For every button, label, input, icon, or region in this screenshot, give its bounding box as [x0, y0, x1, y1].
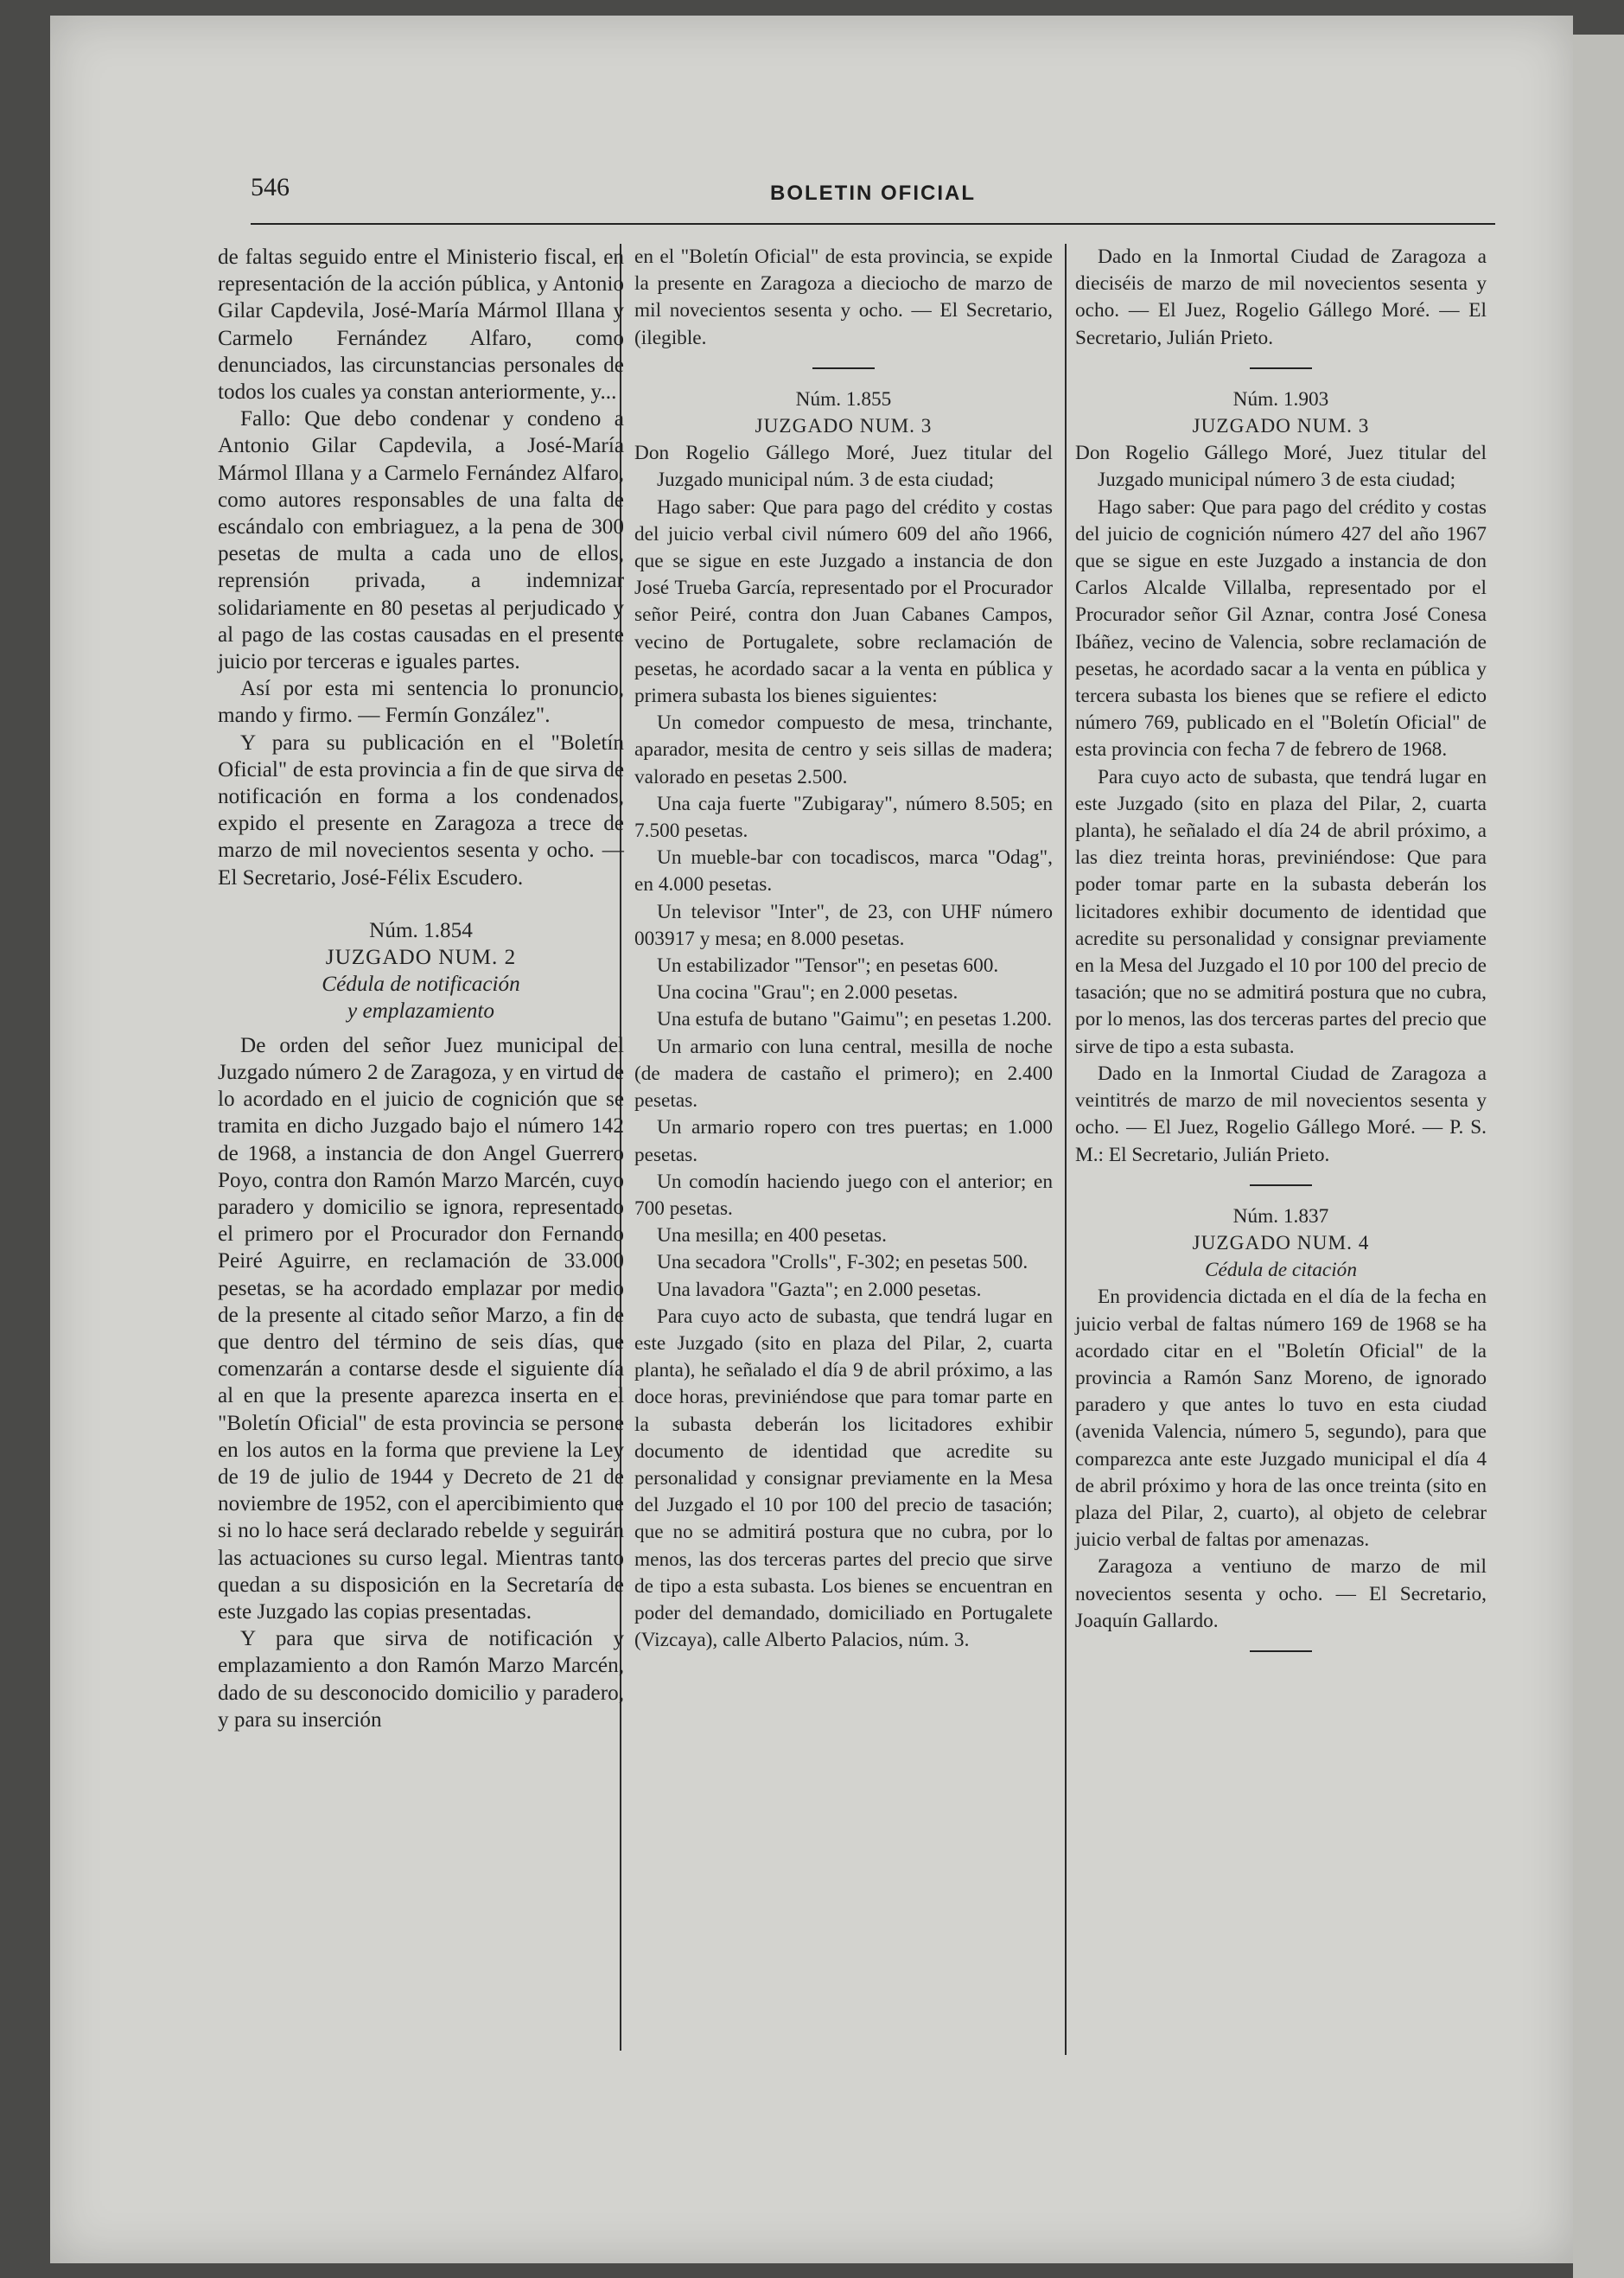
list-item: Un mueble-bar con tocadiscos, marca "Odag", en 4.000 pesetas. — [634, 846, 1053, 897]
section-separator — [1250, 1650, 1312, 1652]
column-1 — [218, 244, 624, 1733]
court-heading: JUZGADO NUM. 2 — [325, 946, 517, 970]
paragraph: de faltas seguido entre el Ministerio fiscal, en representación de la acción pública, y Antonio Gilar Capdevila, José-María Mármol Illana y Carmelo Fernández Alfaro, como denunciados, las circunstancias personales de todos los cuales ya constan anteriormente, y... — [218, 246, 624, 405]
list-item: Una estufa de butano "Gaimu"; en pesetas 1.200. — [657, 1008, 1053, 1031]
notice-subtitle: Cédula de citación — [1205, 1259, 1357, 1282]
paragraph: Dado en la Inmortal Ciudad de Zaragoza a veintitrés de marzo de mil novecientos sesenta y ocho. — El Juez, Rogelio Gállego Moré. — P. S. M.: El Secretario, Julián Prieto. — [1075, 1062, 1487, 1166]
page-number: 546 — [251, 173, 290, 201]
next-page-edge — [1573, 35, 1624, 2278]
list-item: Un comodín haciendo juego con el anterior; en 700 pesetas. — [634, 1170, 1053, 1220]
column-2 — [634, 244, 1053, 1654]
list-item: Un armario ropero con tres puertas; en 1.000 pesetas. — [634, 1116, 1053, 1166]
court-heading: JUZGADO NUM. 4 — [1192, 1231, 1370, 1254]
judge-intro: Don Rogelio Gállego Moré, Juez titular del Juzgado municipal núm. 3 de esta ciudad; — [634, 442, 1053, 492]
list-item: Una mesilla; en 400 pesetas. — [657, 1224, 887, 1247]
paragraph: Para cuyo acto de subasta, que tendrá lugar en este Juzgado (sito en plaza del Pilar, 2, cuarta planta), he señalado el día 24 de abril próximo, a las diez treinta horas, previniéndose: Que para poder tomar parte en la subasta deberán los licitadores exhibir documento de identidad que acredite su personalidad y consignar previamente en la Mesa del Juzgado el 10 por 100 del precio de tasación; que no se admitirá postura que no cubra, por lo menos, las dos terceras partes del precio que sirve de tipo a esta subasta. — [1075, 765, 1487, 1058]
column-divider-right — [1065, 244, 1067, 2055]
paragraph-fallo: Fallo: Que debo condenar y condeno a Antonio Gilar Capdevila, a José-María Mármol Illana y a Carmelo Fernández Alfaro, como autores responsables de una falta de escándalo con embriaguez, a la pena de 300 pesetas de multa a cada uno de ellos, reprensión privada, a indemnizar solidariamente en 80 pesetas al perjudicado y al pago de las costas causadas en el presente juicio por terceras e iguales partes. — [218, 407, 624, 674]
paragraph: Hago saber: Que para pago del crédito y costas del juicio de cognición número 427 del año 1967 que se sigue en este Juzgado a instancia de don Carlos Alcalde Villalba, representado por el Procurador señor Gil Aznar, contra José Conesa Ibáñez, vecino de Valencia, sobre reclamación de pesetas, he acordado sacar a la venta en pública y tercera subasta los bienes que se refiere el edicto número 769, publicado en el "Boletín Oficial" de esta provincia con fecha 7 de febrero de 1968. — [1075, 495, 1487, 762]
section-separator — [812, 367, 875, 369]
section-separator — [1250, 1184, 1312, 1186]
paragraph: Hago saber: Que para pago del crédito y costas del juicio verbal civil número 609 del año 1966, que se sigue en este Juzgado a instancia de don José Trueba García, representado por el Procurador señor Peiré, contra don Juan Cabanes Campos, vecino de Portugalete, sobre reclamación de pesetas, he acordado sacar a la venta en pública y primera subasta los bienes siguientes: — [634, 495, 1053, 708]
paragraph: Y para que sirva de notificación y emplazamiento a don Ramón Marzo Marcén, dado de su desconocido domicilio y paradero, y para su inserción — [218, 1627, 624, 1732]
paragraph: En providencia dictada en el día de la fecha en juicio verbal de faltas número 169 de 1968 se ha acordado citar en el "Boletín Oficial" de la provincia a Ramón Sanz Moreno, de ignorado paradero y que antes lo tuvo en esta ciudad (avenida Valencia, número 5, segundo), para que comparezca ante este Juzgado municipal el día 4 de abril próximo y hora de las once treinta (sito en plaza del Pilar, 2, cuarto), al objeto de celebrar juicio verbal de faltas por amenazas. — [1075, 1286, 1487, 1552]
paragraph: Así por esta mi sentencia lo pronuncio, mando y firmo. — Fermín González". — [218, 677, 624, 728]
judge-intro: Don Rogelio Gállego Moré, Juez titular del Juzgado municipal número 3 de esta ciudad; — [1075, 442, 1487, 492]
section-separator — [1250, 367, 1312, 369]
list-item: Un estabilizador "Tensor"; en pesetas 600. — [657, 954, 999, 978]
list-item: Una cocina "Grau"; en 2.000 pesetas. — [657, 981, 958, 1005]
court-heading: JUZGADO NUM. 3 — [755, 415, 933, 438]
notice-number: Núm. 1.854 — [369, 918, 473, 942]
notice-number: Núm. 1.837 — [1232, 1204, 1329, 1228]
list-item: Un armario con luna central, mesilla de noche (de madera de castaño el primero); en 2.400 pesetas. — [634, 1035, 1053, 1113]
list-item: Un televisor "Inter", de 23, con UHF número 003917 y mesa; en 8.000 pesetas. — [634, 900, 1053, 950]
paragraph: en el "Boletín Oficial" de esta provincia, se expide la presente en Zaragoza a dieciocho de marzo de mil novecientos sesenta y ocho. — El Secretario, (ilegible. — [634, 246, 1053, 349]
court-heading: JUZGADO NUM. 3 — [1192, 415, 1370, 438]
paragraph: Para cuyo acto de subasta, que tendrá lugar en este Juzgado (sito en plaza del Pilar, 2, cuarta planta), he señalado el día 9 de abril próximo, a las doce horas, previniéndose que para tomar parte en la subasta deberán los licitadores exhibir documento de identidad que acredite su personalidad y consignar previamente en la Mesa del Juzgado el 10 por 100 del precio de tasación; que no se admitirá postura que no cubra, por lo menos, las dos terceras partes del precio que sirve de tipo a esta subasta. Los bienes se encuentran en poder del demandado, domiciliado en Portugalete (Vizcaya), calle Alberto Palacios, núm. 3. — [634, 1305, 1053, 1652]
page-header — [251, 171, 1495, 225]
paragraph: Dado en la Inmortal Ciudad de Zaragoza a dieciséis de marzo de mil novecientos sesenta y ocho. — El Juez, Rogelio Gállego Moré. — El Secretario, Julián Prieto. — [1075, 246, 1487, 349]
paragraph: Zaragoza a ventiuno de marzo de mil novecientos sesenta y ocho. — El Secretario, Joaquín Gallardo. — [1075, 1555, 1487, 1632]
notice-subtitle: Cédula de notificación — [322, 973, 520, 997]
paragraph: De orden del señor Juez municipal del Juzgado número 2 de Zaragoza, y en virtud de lo acordado en el juicio de cognición que se tramita en dicho Juzgado bajo el número 142 de 1968, a instancia de don Angel Guerrero Poyo, contra don Ramón Marzo Marcén, cuyo paradero y domicilio se ignora, representado el primero por el Procurador don Fernando Peiré Aguirre, en reclamación de 33.000 pesetas, se ha acordado emplazar por medio de la presente al citado señor Marzo, a fin de que dentro del término de seis días, que comenzarán a contarse desde el siguiente día al en que la presente aparezca inserta en el "Boletín Oficial" de esta provincia se persone en los autos en la forma que previene la Ley de 19 de julio de 1944 y Decreto de 21 de noviembre de 1952, con el apercibimiento que si no lo hace será declarado rebelde y seguirán las actuaciones su curso legal. Mientras tanto quedan a su disposición en la Secretaría de este Juzgado las copias presentadas. — [218, 1033, 624, 1624]
list-item: Una secadora "Crolls", F-302; en pesetas 500. — [657, 1251, 1029, 1274]
list-item: Un comedor compuesto de mesa, trinchante, aparador, mesita de centro y seis sillas de madera; valorado en pesetas 2.500. — [634, 711, 1053, 788]
column-3 — [1075, 244, 1487, 1669]
publication-title: BOLETIN OFICIAL — [770, 182, 976, 205]
list-item: Una caja fuerte "Zubigaray", número 8.505; en 7.500 pesetas. — [634, 792, 1053, 843]
notice-number: Núm. 1.855 — [795, 387, 892, 411]
notice-number: Núm. 1.903 — [1232, 387, 1329, 411]
list-item: Una lavadora "Gazta"; en 2.000 pesetas. — [657, 1278, 982, 1301]
notice-subtitle: y emplazamiento — [347, 999, 494, 1024]
paragraph: Y para su publicación en el "Boletín Oficial" de esta provincia a fin de que sirva de notificación en forma a los condenados, expido el presente en Zaragoza a trece de marzo de mil novecientos sesenta y ocho. — El Secretario, José-Félix Escudero. — [218, 731, 624, 890]
